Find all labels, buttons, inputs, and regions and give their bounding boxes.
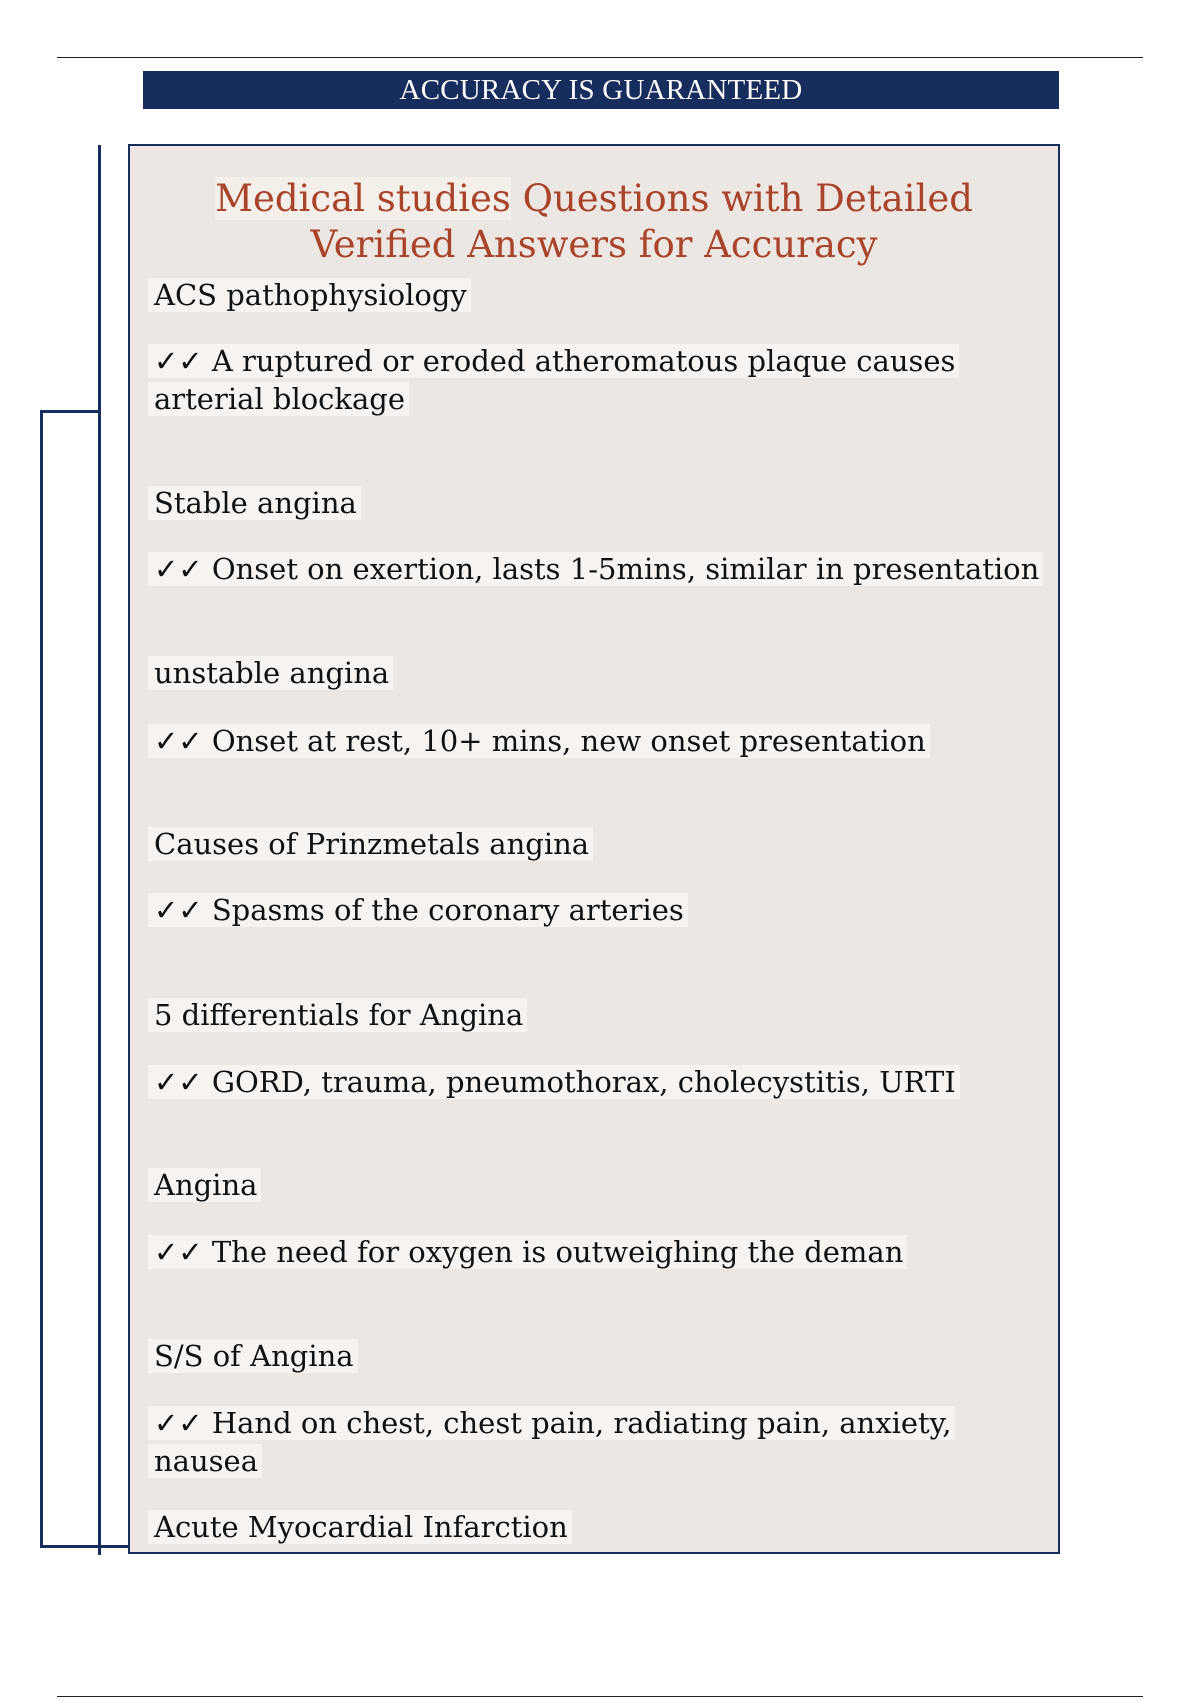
answer-text: ✓✓ A ruptured or eroded atheromatous plaque causes arterial blockage bbox=[148, 344, 959, 416]
top-rule bbox=[57, 57, 1143, 58]
question-text: ACS pathophysiology bbox=[148, 278, 471, 312]
document-title bbox=[150, 176, 1038, 268]
answer-text: ✓✓ Spasms of the coronary arteries bbox=[148, 893, 688, 927]
answer-text: ✓✓ Onset at rest, 10+ mins, new onset presentation bbox=[148, 724, 930, 758]
content-panel bbox=[128, 144, 1060, 1554]
question-text: Causes of Prinzmetals angina bbox=[148, 827, 593, 861]
bracket-line-vertical-outer bbox=[40, 410, 43, 1548]
question-item bbox=[148, 825, 1048, 863]
answer-item bbox=[148, 342, 1048, 418]
bracket-line-vertical-inner bbox=[98, 145, 101, 1555]
answer-text: ✓✓ GORD, trauma, pneumothorax, cholecystitis, URTI bbox=[148, 1065, 960, 1099]
question-item bbox=[148, 484, 1048, 522]
bracket-line-horizontal-top bbox=[40, 410, 100, 413]
answer-text: ✓✓ Onset on exertion, lasts 1-5mins, similar in presentation bbox=[148, 552, 1043, 586]
answer-item bbox=[148, 1404, 1048, 1480]
question-item bbox=[148, 276, 1048, 314]
question-text: Stable angina bbox=[148, 486, 361, 520]
title-part-2: Questions with Detailed Verified Answers for Accuracy bbox=[310, 177, 973, 266]
question-item bbox=[148, 1166, 1048, 1204]
question-item bbox=[148, 1508, 1048, 1546]
question-text: Angina bbox=[148, 1168, 261, 1202]
title-part-1: Medical studies bbox=[215, 177, 511, 220]
answer-item bbox=[148, 550, 1048, 588]
answer-item bbox=[148, 722, 1048, 760]
answer-item bbox=[148, 891, 1048, 929]
bottom-rule bbox=[57, 1696, 1143, 1697]
question-item bbox=[148, 654, 1048, 692]
question-text: S/S of Angina bbox=[148, 1339, 358, 1373]
answer-item bbox=[148, 1233, 1048, 1271]
question-text: Acute Myocardial Infarction bbox=[148, 1510, 572, 1544]
answer-text: ✓✓ Hand on chest, chest pain, radiating pain, anxiety, nausea bbox=[148, 1406, 955, 1478]
answer-text: ✓✓ The need for oxygen is outweighing the deman bbox=[148, 1235, 907, 1269]
question-text: unstable angina bbox=[148, 656, 393, 690]
question-item bbox=[148, 1337, 1048, 1375]
question-text: 5 differentials for Angina bbox=[148, 998, 527, 1032]
question-item bbox=[148, 996, 1048, 1034]
accuracy-banner: ACCURACY IS GUARANTEED bbox=[143, 71, 1059, 109]
answer-item bbox=[148, 1063, 1048, 1101]
